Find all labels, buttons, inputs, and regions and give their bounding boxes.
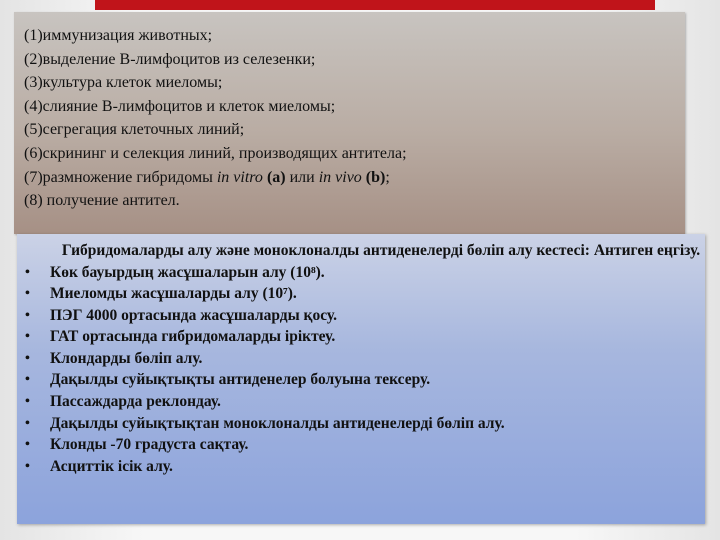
list-item (17, 456, 705, 478)
list-item (17, 369, 705, 391)
hybridoma-steps-list (14, 12, 685, 213)
bullet-icon: • (25, 437, 30, 453)
list-item (17, 283, 705, 305)
top-accent-bar (95, 0, 655, 10)
list-item-text: Асциттік ісік алу. (50, 457, 173, 475)
list-item (17, 434, 705, 456)
step-text: или (285, 168, 319, 186)
step-text: слияние В-лимфоцитов и клеток миеломы; (42, 97, 336, 115)
step-number: (4) (24, 97, 43, 115)
step-number: (3) (24, 74, 43, 92)
bullet-icon: • (25, 350, 30, 366)
step-number: (1) (24, 27, 43, 44)
list-item-text: Миеломды жасұшаларды алу (10⁷). (50, 285, 297, 303)
step-text: иммунизация животных; (42, 27, 213, 44)
list-item (17, 326, 705, 348)
bullet-icon: • (25, 458, 30, 474)
step-bold-label: (a) (262, 168, 286, 186)
bullet-icon: • (25, 394, 30, 410)
step-item (24, 142, 685, 166)
step-italic-term: in vivo (318, 168, 362, 186)
bullet-icon: • (25, 264, 30, 280)
step-bold-label: (b) (361, 168, 386, 186)
step-text: получение антител. (42, 192, 180, 210)
list-item-text: Пассаждарда реклондау. (50, 393, 221, 411)
step-item (24, 118, 685, 142)
step-item (24, 71, 685, 95)
bullet-icon: • (25, 415, 30, 431)
list-item (17, 413, 705, 435)
scheme-list (17, 262, 705, 478)
step-text: ; (385, 168, 390, 186)
bullet-icon: • (25, 307, 30, 323)
list-item (17, 391, 705, 413)
list-item (17, 262, 705, 284)
bullet-icon: • (25, 286, 30, 302)
step-text: выделение В-лимфоцитов из селезенки; (42, 50, 316, 68)
hybridoma-steps-box (14, 12, 685, 234)
list-item-text: Дақылды суйықтықты антиденелер болуына тексеру. (50, 371, 431, 389)
step-number: (5) (24, 121, 43, 139)
list-item-text: ПЭГ 4000 ортасында жасұшаларды қосу. (50, 306, 337, 324)
list-item-text: Дақылды суйықтықтан моноклоналды антиденелерді бөліп алу. (50, 414, 505, 432)
step-text: скрининг и селекция линий, производящих антитела; (42, 144, 407, 162)
list-item (17, 348, 705, 370)
step-number: (7) (24, 168, 43, 186)
list-item-text: Клондарды бөліп алу. (50, 349, 203, 367)
scheme-title: Гибридомаларды алу және моноклоналды антиденелерді бөліп алу кестесі: Антиген еңгізу. (61, 242, 701, 259)
step-number: (8) (24, 192, 43, 210)
bullet-icon: • (25, 329, 30, 345)
step-item (24, 95, 685, 119)
step-text: культура клеток миеломы; (42, 74, 223, 92)
kazakh-scheme-box (17, 234, 705, 524)
step-item (24, 48, 685, 72)
step-number: (2) (24, 50, 43, 68)
step-item (24, 166, 685, 190)
step-text: размножение гибридомы (42, 168, 217, 186)
step-text: сегрегация клеточных линий; (42, 121, 245, 139)
list-item-text: Клонды -70 градуста сақтау. (50, 436, 249, 454)
step-number: (6) (24, 144, 43, 162)
list-item-text: ГАТ ортасында гибридомаларды іріктеу. (50, 328, 336, 346)
step-italic-term: in vitro (216, 168, 263, 186)
list-item (17, 305, 705, 327)
bullet-icon: • (25, 372, 30, 388)
list-item-text: Көк бауырдың жасұшаларын алу (10⁸). (50, 263, 325, 281)
step-item (24, 189, 685, 213)
step-item (24, 24, 685, 48)
